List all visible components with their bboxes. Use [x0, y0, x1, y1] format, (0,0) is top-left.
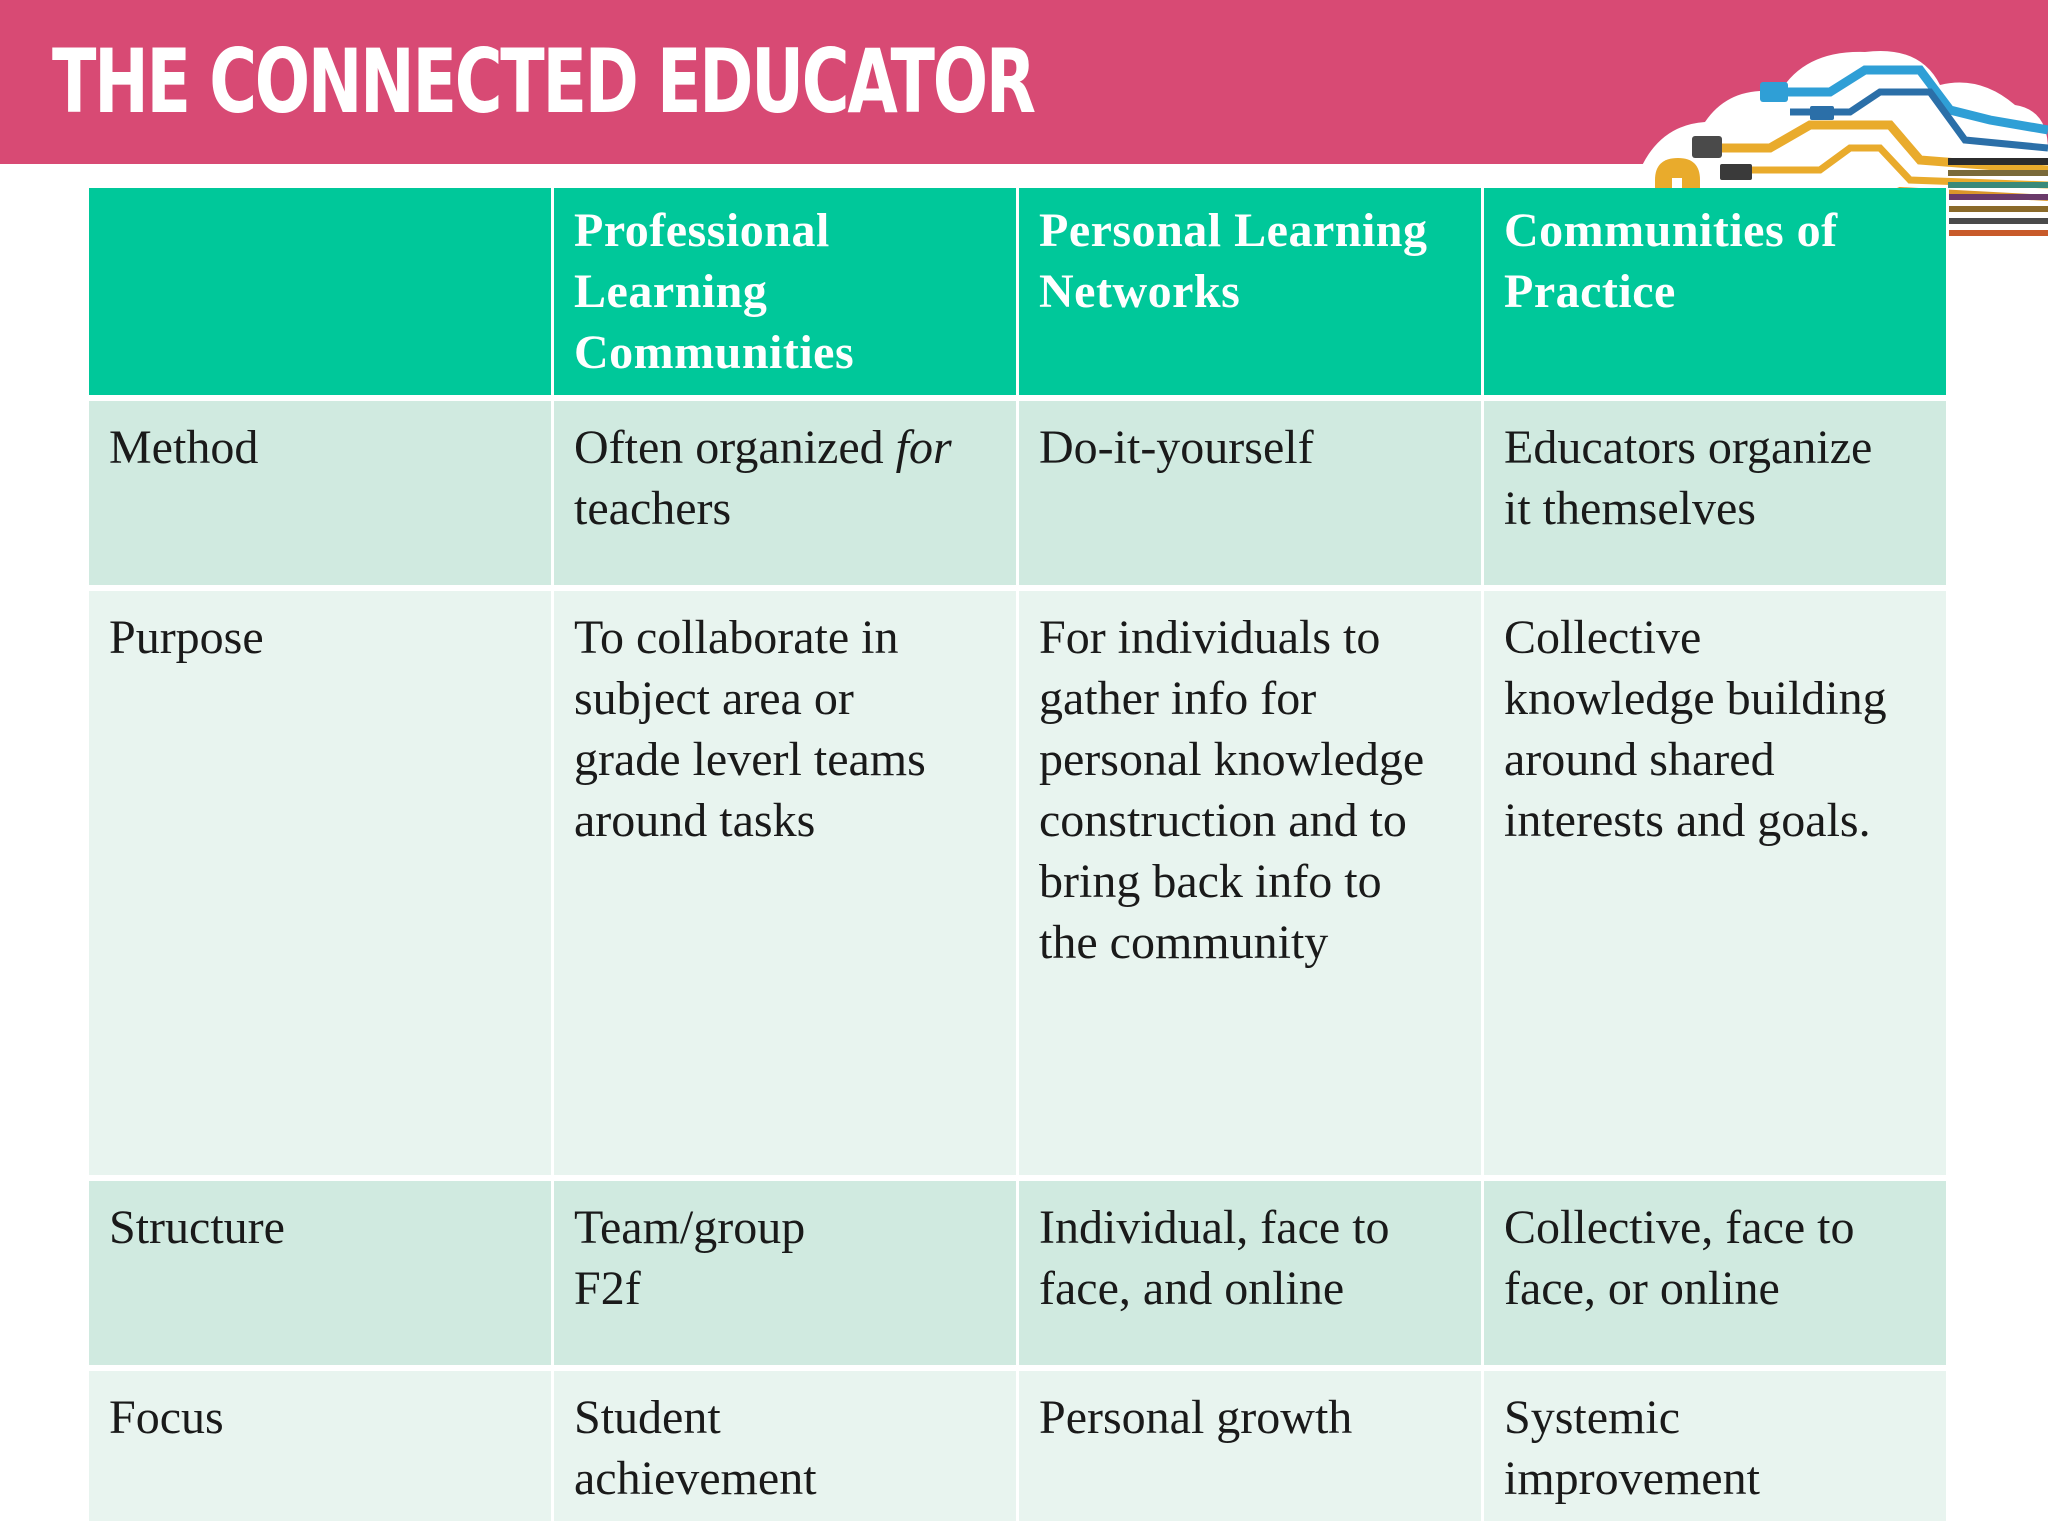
cell-line: personal knowledge	[1039, 733, 1425, 786]
table-row-method	[88, 398, 1948, 588]
table-cell	[553, 398, 1018, 588]
table-cell	[1018, 1178, 1483, 1368]
comparison-table-wrapper	[86, 188, 1946, 1527]
header-line: Communities of	[1504, 204, 1838, 257]
header-line: Personal Learning	[1039, 204, 1428, 257]
table-cell	[1483, 588, 1948, 1178]
slide-title: THE CONNECTED EDUCATOR	[52, 30, 1034, 133]
cell-line: To collaborate in	[574, 611, 899, 664]
cell-text: Often organized	[574, 421, 896, 474]
header-line: Practice	[1504, 265, 1676, 318]
cell-line: improvement	[1504, 1452, 1760, 1505]
cell-line: face, and online	[1039, 1262, 1345, 1315]
cell-line: Individual, face to	[1039, 1201, 1390, 1254]
cell-line: For individuals to	[1039, 611, 1381, 664]
cell-line: gather info for	[1039, 672, 1317, 725]
table-cell	[1018, 588, 1483, 1178]
cell-line: Personal growth	[1039, 1391, 1353, 1444]
row-label: Method	[88, 398, 553, 588]
cell-line: Team/group	[574, 1201, 806, 1254]
cell-line: face, or online	[1504, 1262, 1780, 1315]
cell-line: achievement	[574, 1452, 817, 1505]
cell-line: interests and goals.	[1504, 794, 1871, 847]
header-cell-cop	[1483, 188, 1948, 398]
cell-line: Do-it-yourself	[1039, 421, 1314, 474]
cell-line: subject area or	[574, 672, 854, 725]
header-line: Communities	[574, 326, 855, 379]
cell-line: bring back info to	[1039, 855, 1382, 908]
cell-line: teachers	[574, 482, 732, 535]
cell-line: construction and to	[1039, 794, 1407, 847]
table-row-purpose	[88, 588, 1948, 1178]
comparison-table	[86, 188, 1949, 1527]
table-cell	[1483, 1178, 1948, 1368]
cell-line: grade leverl teams	[574, 733, 926, 786]
header-cell-plc	[553, 188, 1018, 398]
table-cell	[1483, 398, 1948, 588]
cell-line	[574, 417, 996, 478]
cell-line: it themselves	[1504, 482, 1756, 535]
table-cell	[1018, 1368, 1483, 1524]
table-cell	[553, 588, 1018, 1178]
table-cell	[1483, 1368, 1948, 1524]
header-cell-pln	[1018, 188, 1483, 398]
header-cell-empty	[88, 188, 553, 398]
cell-line: knowledge building	[1504, 672, 1887, 725]
row-label: Structure	[88, 1178, 553, 1368]
header-line: Networks	[1039, 265, 1241, 318]
cell-line: around tasks	[574, 794, 816, 847]
cell-line: Student	[574, 1391, 721, 1444]
cell-line: Educators organize	[1504, 421, 1873, 474]
cell-text-italic: for	[895, 421, 952, 474]
cell-line: F2f	[574, 1262, 641, 1315]
cell-line: the community	[1039, 916, 1329, 969]
row-label: Focus	[88, 1368, 553, 1524]
cell-line: Collective, face to	[1504, 1201, 1855, 1254]
table-row-focus	[88, 1368, 1948, 1524]
cell-line: around shared	[1504, 733, 1775, 786]
row-label: Purpose	[88, 588, 553, 1178]
table-header-row	[88, 188, 1948, 398]
cell-line: Collective	[1504, 611, 1702, 664]
header-line: Professional	[574, 204, 830, 257]
header-line: Learning	[574, 265, 768, 318]
table-cell	[1018, 398, 1483, 588]
cell-line: Systemic	[1504, 1391, 1680, 1444]
table-row-structure	[88, 1178, 1948, 1368]
table-cell	[553, 1178, 1018, 1368]
table-cell	[553, 1368, 1018, 1524]
